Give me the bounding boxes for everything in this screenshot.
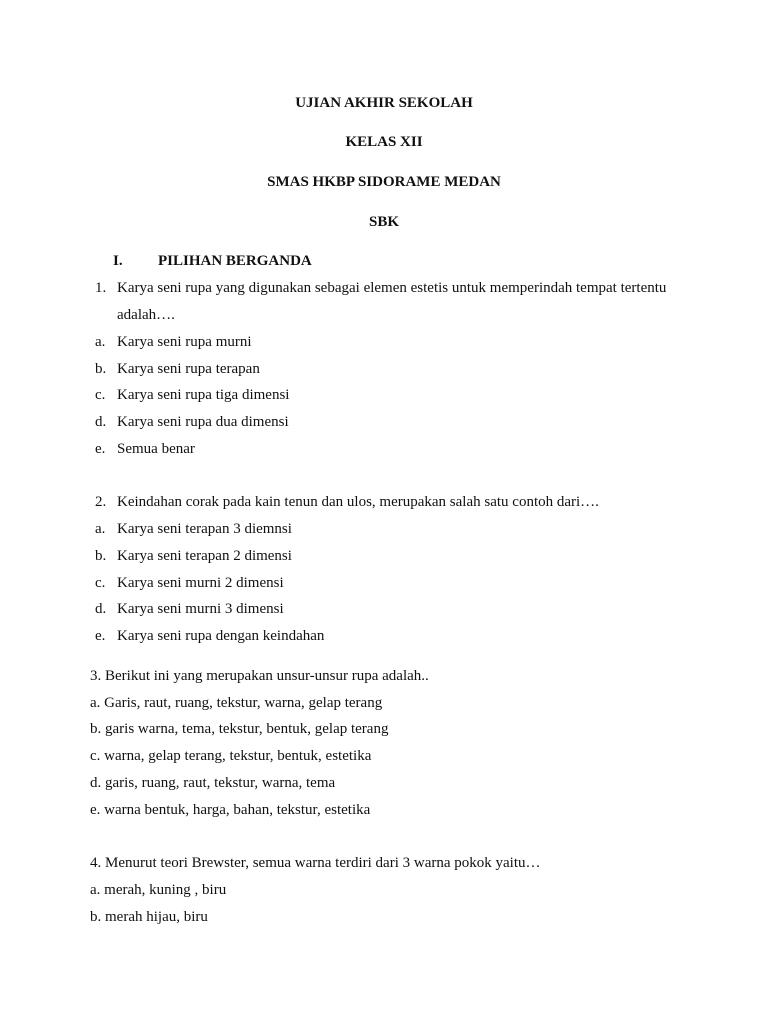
- q3-option: c. warna, gelap terang, tekstur, bentuk, estetika: [90, 748, 372, 764]
- q2-option-label: a.: [95, 521, 106, 537]
- q2-option-text: Karya seni murni 3 dimensi: [117, 601, 284, 617]
- q2-option-text: Karya seni murni 2 dimensi: [117, 575, 284, 591]
- section-title: PILIHAN BERGANDA: [158, 253, 312, 269]
- q1-option-label: b.: [95, 361, 107, 377]
- q3-option: b. garis warna, tema, tekstur, bentuk, gelap terang: [90, 721, 389, 737]
- q2-option-label: d.: [95, 601, 107, 617]
- question-4-text: 4. Menurut teori Brewster, semua warna terdiri dari 3 warna pokok yaitu…: [90, 855, 541, 871]
- q2-option-label: e.: [95, 628, 106, 644]
- q2-option-text: Karya seni terapan 3 diemnsi: [117, 521, 292, 537]
- q1-option-label: d.: [95, 414, 107, 430]
- q1-option-label: c.: [95, 387, 106, 403]
- question-1-number: 1.: [95, 280, 107, 296]
- q1-option-text: Karya seni rupa terapan: [117, 361, 260, 377]
- q4-option: a. merah, kuning , biru: [90, 882, 227, 898]
- q3-option: a. Garis, raut, ruang, tekstur, warna, gelap terang: [90, 695, 383, 711]
- q2-option-text: Karya seni rupa dengan keindahan: [117, 628, 325, 644]
- q3-option: d. garis, ruang, raut, tekstur, warna, tema: [90, 775, 336, 791]
- question-3-text: 3. Berikut ini yang merupakan unsur-unsur rupa adalah..: [90, 668, 429, 684]
- q1-option-text: Karya seni rupa tiga dimensi: [117, 387, 290, 403]
- q4-option: b. merah hijau, biru: [90, 909, 208, 925]
- class-label: KELAS XII: [345, 134, 423, 150]
- exam-title: UJIAN AKHIR SEKOLAH: [295, 95, 473, 111]
- subject-label: SBK: [368, 214, 399, 230]
- q1-option-text: Karya seni rupa murni: [117, 334, 252, 350]
- question-2-text: Keindahan corak pada kain tenun dan ulos, merupakan salah satu contoh dari….: [117, 494, 599, 510]
- q2-option-text: Karya seni terapan 2 dimensi: [117, 548, 292, 564]
- question-1-text-line-1: Karya seni rupa yang digunakan sebagai elemen estetis untuk memperindah tempat tertentu: [117, 280, 667, 296]
- q1-option-text: Karya seni rupa dua dimensi: [117, 414, 289, 430]
- q1-option-label: e.: [95, 441, 106, 457]
- q1-option-text: Semua benar: [117, 441, 195, 457]
- q1-option-label: a.: [95, 334, 106, 350]
- q3-option: e. warna bentuk, harga, bahan, tekstur, estetika: [90, 802, 371, 818]
- q2-option-label: b.: [95, 548, 107, 564]
- question-2-number: 2.: [95, 494, 107, 510]
- question-1-text-line-2: adalah….: [117, 307, 175, 323]
- q2-option-label: c.: [95, 575, 106, 591]
- section-number: I.: [113, 253, 123, 269]
- school-name: SMAS HKBP SIDORAME MEDAN: [267, 174, 501, 190]
